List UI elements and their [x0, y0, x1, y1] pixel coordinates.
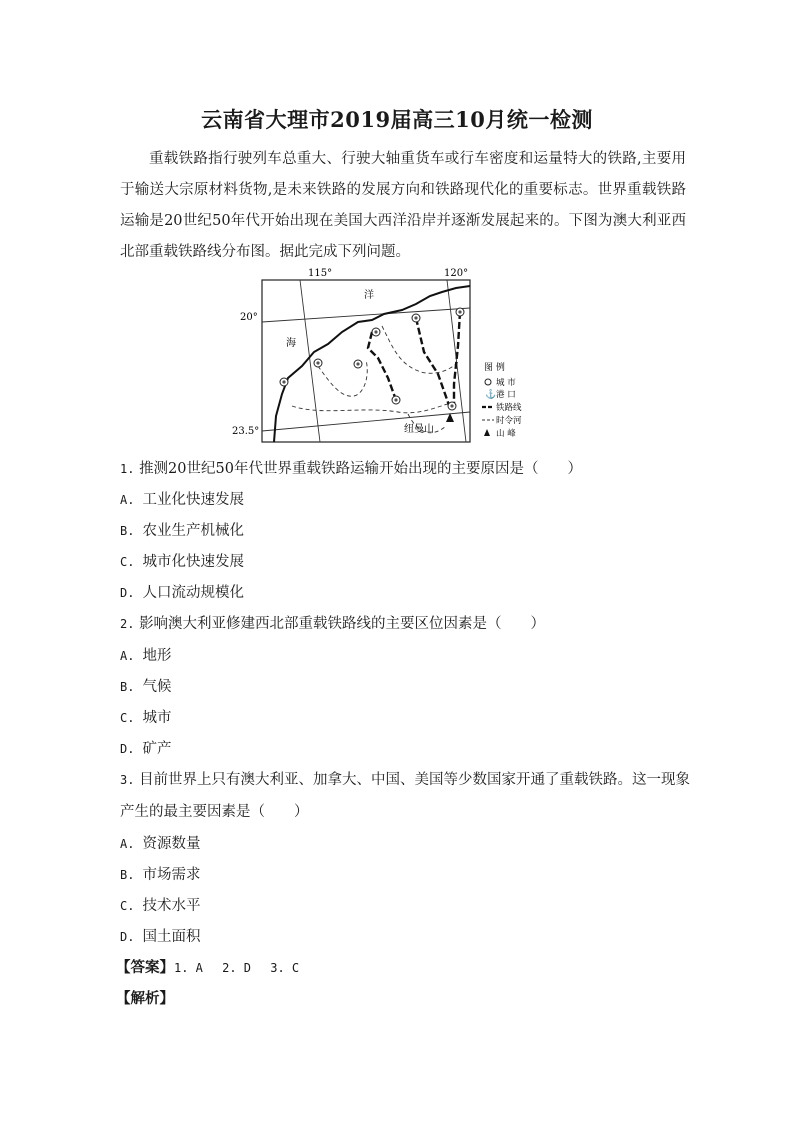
option-text: 市场需求 — [142, 867, 201, 883]
question-number: 1. — [120, 462, 135, 476]
option-letter: D. — [120, 586, 135, 600]
question-number: 3. — [120, 773, 135, 787]
sea-label-1: 洋 — [364, 290, 374, 301]
intro-paragraph: 重载铁路指行驶列车总重大、行驶大轴重货车或行车密度和运量特大的铁路,主要用于输送大宗原材料货物,是未来铁路的发展方向和铁路现代化的重要标志。世界重载铁路运输是20世纪50年代开始出现在美国大西洋沿岸并逐渐发展起来的。下图为澳大利亚西北部重载铁路线分布图。据此完成下列问题。 — [120, 151, 686, 260]
option-text: 城市化快速发展 — [142, 554, 244, 570]
map-legend — [482, 361, 522, 439]
option-text: 技术水平 — [142, 898, 201, 914]
answer-line — [116, 956, 299, 977]
option-3a — [120, 832, 200, 853]
option-letter: A. — [120, 649, 135, 663]
option-letter: A. — [120, 493, 135, 507]
option-letter: C. — [120, 555, 135, 569]
option-text: 气候 — [142, 679, 172, 695]
question-text: 推测20世纪50年代世界重载铁路运输开始出现的主要原因是（ ） — [139, 461, 582, 477]
option-text: 地形 — [142, 648, 172, 664]
option-letter: D. — [120, 930, 135, 944]
map-frame — [262, 280, 470, 442]
analysis-label: 【解析】 — [116, 990, 174, 1007]
option-3d — [120, 925, 200, 946]
railway-line-2 — [416, 318, 450, 408]
question-3 — [120, 768, 690, 789]
option-text: 城市 — [142, 710, 172, 726]
question-number: 2. — [120, 617, 135, 631]
option-text: 工业化快速发展 — [142, 492, 244, 508]
option-text: 资源数量 — [142, 836, 201, 852]
option-letter: D. — [120, 742, 135, 756]
option-2c — [120, 706, 171, 727]
question-2 — [120, 612, 545, 633]
page-title: 云南省大理市2019届高三10月统一检测 — [201, 107, 593, 132]
option-letter: B. — [120, 868, 135, 882]
lon-120-label: 120° — [444, 268, 469, 279]
option-1a — [120, 488, 244, 509]
legend-peak-icon — [484, 429, 490, 436]
option-1b — [120, 519, 244, 540]
railway-map — [232, 266, 522, 444]
option-text: 人口流动规模化 — [142, 585, 244, 601]
railway-line-1 — [368, 332, 396, 400]
legend-port: 港 口 — [496, 390, 516, 400]
option-2a — [120, 644, 171, 665]
option-1c — [120, 550, 244, 571]
option-2b — [120, 675, 171, 696]
option-letter: B. — [120, 524, 135, 538]
railway-line-3 — [454, 312, 460, 404]
legend-city: 城 市 — [496, 378, 516, 388]
question-3-continued — [120, 800, 309, 821]
option-text: 国土面积 — [142, 929, 201, 945]
legend-title: 图 例 — [484, 363, 505, 373]
answer-text: 1. A 2. D 3. C — [174, 961, 300, 975]
option-letter: B. — [120, 680, 135, 694]
option-letter: C. — [120, 899, 135, 913]
sea-label-2: 海 — [286, 338, 296, 349]
lon-115-label: 115° — [308, 268, 333, 279]
option-text: 农业生产机械化 — [142, 523, 244, 539]
legend-railway: 铁路线 — [496, 403, 522, 413]
option-1d — [120, 581, 244, 602]
option-3c — [120, 894, 200, 915]
question-text-line-2: 产生的最主要因素是（ ） — [120, 804, 309, 820]
answer-label: 【答案】 — [116, 959, 174, 976]
option-2d — [120, 737, 171, 758]
option-letter: C. — [120, 711, 135, 725]
option-text: 矿产 — [142, 741, 172, 757]
parallel-23-5 — [262, 412, 470, 431]
question-text-line-1: 目前世界上只有澳大利亚、加拿大、中国、美国等少数国家开通了重载铁路。这一现象 — [139, 772, 691, 788]
legend-city-icon — [485, 379, 491, 385]
legend-port-icon: ⚓ — [485, 390, 497, 400]
question-1 — [120, 457, 582, 478]
legend-peak: 山 峰 — [496, 429, 516, 439]
lat-20-label: 20° — [240, 312, 258, 323]
lat-23-5-label: 23.5° — [232, 426, 260, 437]
option-letter: A. — [120, 837, 135, 851]
option-3b — [120, 863, 200, 884]
legend-river: 时令河 — [496, 416, 522, 426]
question-text: 影响澳大利亚修建西北部重载铁路线的主要区位因素是（ ） — [139, 616, 546, 632]
mountain-label: 纽曼山 — [404, 424, 434, 435]
